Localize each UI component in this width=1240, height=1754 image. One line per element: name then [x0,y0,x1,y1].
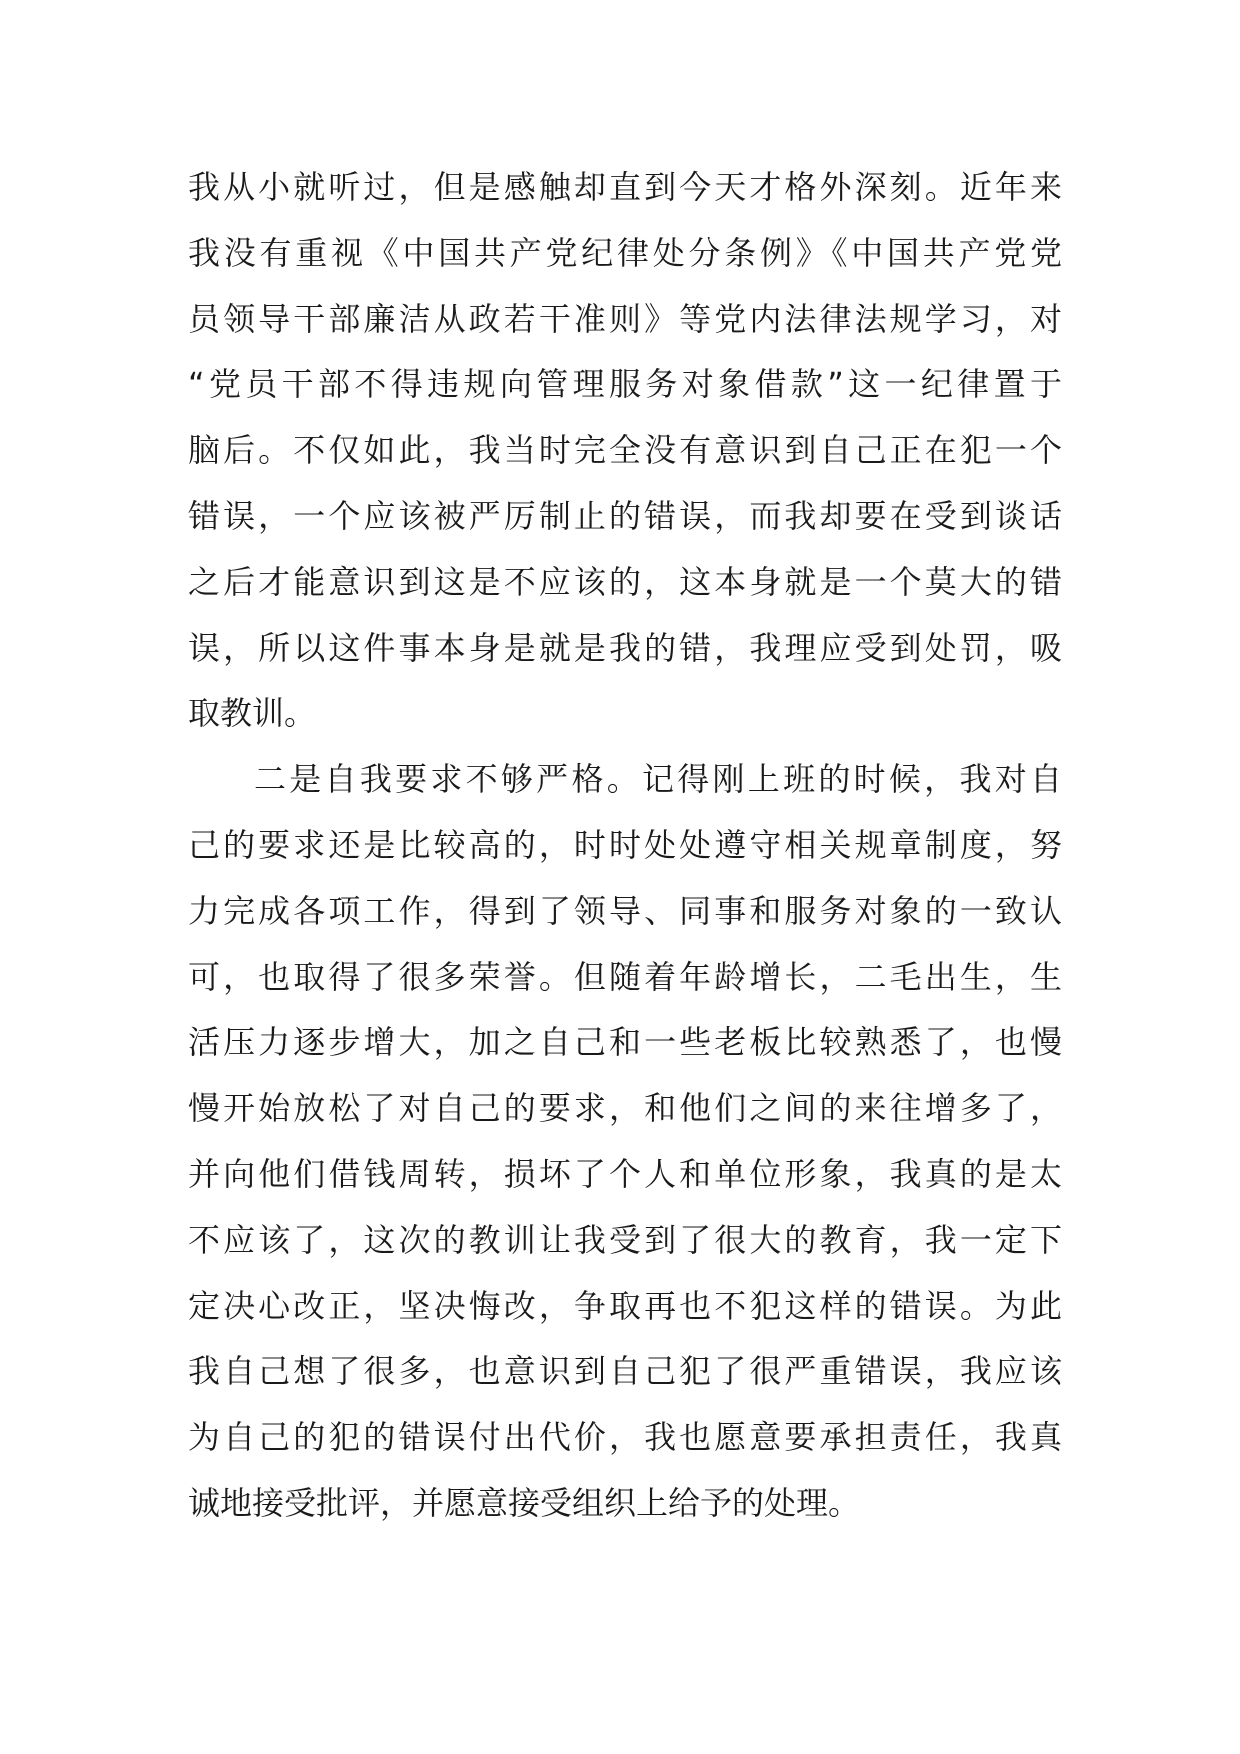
text-line: 之后才能意识到这是不应该的，这本身就是一个莫大的错 [188,562,1062,601]
text-line: “党员干部不得违规向管理服务对象借款”这一纪律置于 [188,365,1062,404]
text-line: 力完成各项工作，得到了领导、同事和服务对象的一致认 [188,891,1062,930]
document-body [188,155,1062,1537]
text-line: 诚地接受批评，并愿意接受组织上给予的处理。 [188,1483,861,1522]
text-line: 己的要求还是比较高的，时时处处遵守相关规章制度，努 [188,825,1062,864]
text-line: 定决心改正，坚决悔改，争取再也不犯这样的错误。为此 [188,1286,1062,1325]
text-line: 脑后。不仅如此，我当时完全没有意识到自己正在犯一个 [188,431,1062,470]
text-line: 二是自我要求不够严格。记得刚上班的时候，我对自 [254,760,1062,799]
text-line: 为自己的犯的错误付出代价，我也愿意要承担责任，我真 [188,1418,1062,1457]
text-line: 活压力逐步增大，加之自己和一些老板比较熟悉了，也慢 [188,1023,1062,1062]
text-line: 误，所以这件事本身是就是我的错，我理应受到处罚，吸 [188,628,1062,667]
text-line: 员领导干部廉洁从政若干准则》等党内法律法规学习，对 [188,299,1062,338]
paragraph-1 [188,155,1062,747]
text-line: 取教训。 [188,694,317,733]
text-line: 并向他们借钱周转，损坏了个人和单位形象，我真的是太 [188,1154,1062,1193]
text-line: 我自己想了很多，也意识到自己犯了很严重错误，我应该 [188,1352,1062,1391]
text-line: 慢开始放松了对自己的要求，和他们之间的来往增多了， [188,1089,1062,1128]
text-line: 不应该了，这次的教训让我受到了很大的教育，我一定下 [188,1220,1062,1259]
text-line: 我没有重视《中国共产党纪律处分条例》《中国共产党党 [188,233,1062,272]
text-line: 错误，一个应该被严厉制止的错误，而我却要在受到谈话 [188,496,1062,535]
text-line: 可，也取得了很多荣誉。但随着年龄增长，二毛出生，生 [188,957,1062,996]
text-line: 我从小就听过，但是感触却直到今天才格外深刻。近年来 [188,168,1062,206]
paragraph-2 [188,747,1062,1537]
